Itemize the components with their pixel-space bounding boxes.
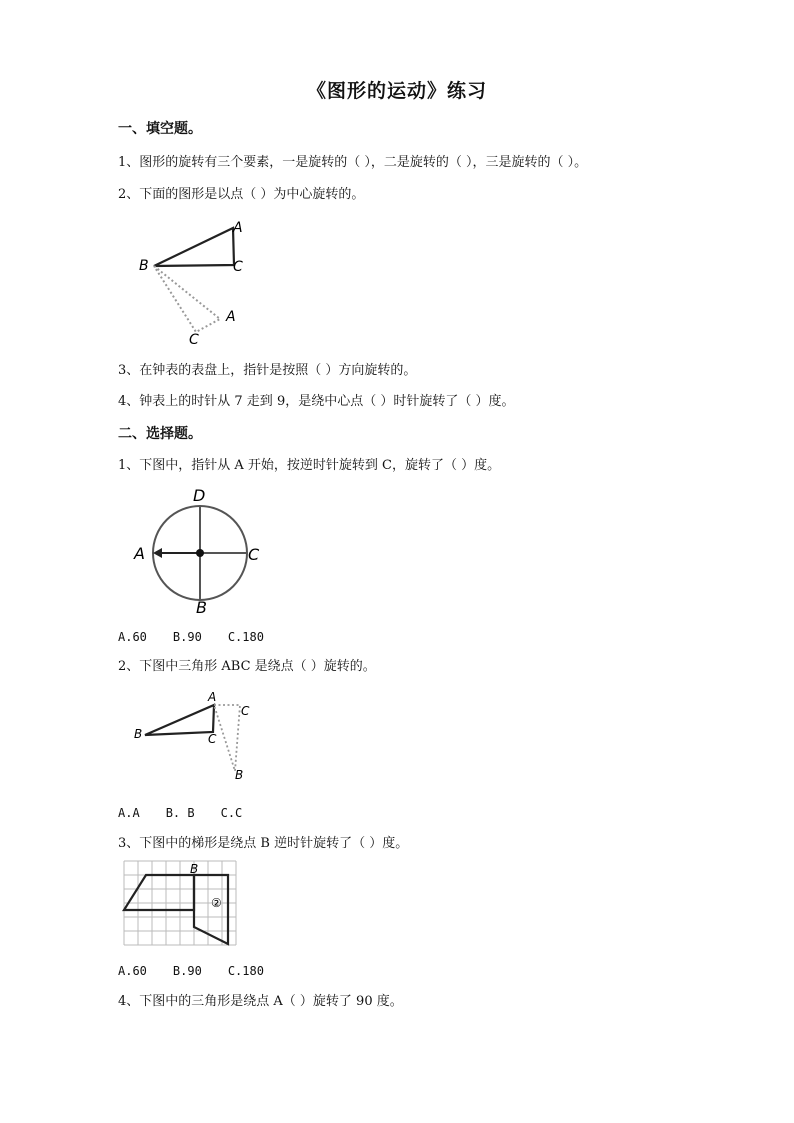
option-c[interactable]: C.180 xyxy=(227,630,264,644)
original-trapezoid xyxy=(124,875,194,910)
option-a[interactable]: A.60 xyxy=(118,964,147,978)
label-b-left: B xyxy=(134,727,143,741)
worksheet-title: 《图形的运动》练习 xyxy=(306,80,487,102)
label-c-inner: C xyxy=(208,732,217,746)
fill-question-4: 4、钟表上的时针从 7 走到 9，是绕中心点（ ）时针旋转了（ ）度。 xyxy=(118,394,515,409)
label-a: A xyxy=(208,690,217,704)
mark-two: ② xyxy=(211,896,222,910)
choice-question-4: 4、下图中的三角形是绕点 A（ ）旋转了 90 度。 xyxy=(118,994,403,1009)
option-a[interactable]: A.A xyxy=(118,806,140,820)
choice-2-options xyxy=(118,806,268,820)
label-a: A xyxy=(134,544,145,563)
fill-question-1: 1、图形的旋转有三个要素，一是旋转的（ ），二是旋转的（ ），三是旋转的（ ）。 xyxy=(118,155,588,170)
label-c-outer: C xyxy=(241,704,250,718)
label-c: C xyxy=(248,545,260,564)
triangle-abc xyxy=(145,705,214,735)
rotated-triangle xyxy=(154,266,220,332)
choice-question-1: 1、下图中，指针从 A 开始，按逆时针旋转到 C，旋转了（ ）度。 xyxy=(118,458,501,473)
section-fill-in-heading: 一、填空题。 xyxy=(118,121,202,137)
choice-question-2: 2、下图中三角形 ABC 是绕点（ ）旋转的。 xyxy=(118,659,376,674)
pointer-arrowhead xyxy=(153,548,162,558)
label-b: B xyxy=(190,862,199,876)
option-b[interactable]: B.90 xyxy=(172,964,202,978)
trapezoid-grid-figure xyxy=(120,857,240,949)
option-b[interactable]: B. B xyxy=(165,806,195,820)
label-a-bottom: A xyxy=(226,309,236,325)
label-b: B xyxy=(139,258,149,274)
label-c-top: C xyxy=(233,259,243,275)
original-triangle xyxy=(154,228,234,266)
fill-question-2: 2、下面的图形是以点（ ）为中心旋转的。 xyxy=(118,187,365,202)
label-d: D xyxy=(193,486,206,505)
clock-circle-figure xyxy=(130,484,270,620)
label-b: B xyxy=(196,598,207,617)
label-a-top: A xyxy=(233,220,243,236)
fill-question-3: 3、在钟表的表盘上，指针是按照（ ）方向旋转的。 xyxy=(118,363,417,378)
section-choice-heading: 二、选择题。 xyxy=(118,426,202,442)
label-b-bottom: B xyxy=(235,768,244,782)
rotated-triangle xyxy=(214,705,240,771)
option-c[interactable]: C.180 xyxy=(227,964,264,978)
choice-question-3: 3、下图中的梯形是绕点 B 逆时针旋转了（ ）度。 xyxy=(118,836,409,851)
option-c[interactable]: C.C xyxy=(220,806,243,820)
label-c-bottom: C xyxy=(189,332,199,348)
choice-1-options xyxy=(118,630,290,644)
triangle-rotation-figure xyxy=(128,686,258,786)
option-a[interactable]: A.60 xyxy=(118,630,147,644)
rotated-triangle-figure xyxy=(120,212,270,347)
option-b[interactable]: B.90 xyxy=(172,630,202,644)
choice-3-options xyxy=(118,964,290,978)
center-dot xyxy=(196,549,204,557)
